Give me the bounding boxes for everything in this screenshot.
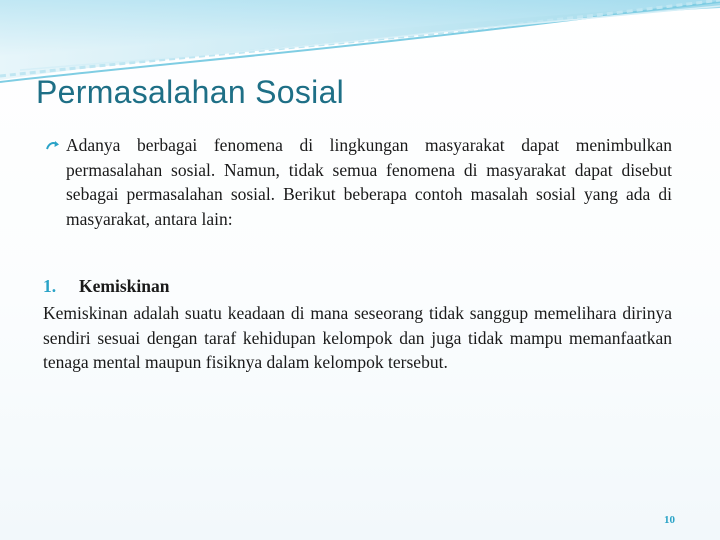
page-number: 10 [664, 514, 675, 526]
list-item-description: Kemiskinan adalah suatu keadaan di mana seseorang tidak sanggup memelihara dirinya sendiri sesuai dengan taraf kehidupan kelompok dan juga tidak mampu memanfaatkan tenaga mental maupun fisiknya dalam kelompok tersebut. [43, 303, 672, 372]
intro-paragraph: Adanya berbagai fenomena di lingkungan masyarakat dapat menimbulkan permasalahan sosial. Namun, tidak semua fenomena di masyarakat dapat disebut sebagai permasalahan sosial. Berikut beberapa contoh masalah sosial yang ada di masyarakat, antara lain: [66, 135, 672, 229]
list-item-heading [43, 276, 169, 297]
list-item-title: Kemiskinan [79, 276, 170, 296]
slide-title: Permasalahan Sosial [36, 74, 345, 110]
list-item-number: 1. [43, 276, 57, 296]
curved-arrow-bullet-icon [45, 138, 61, 154]
